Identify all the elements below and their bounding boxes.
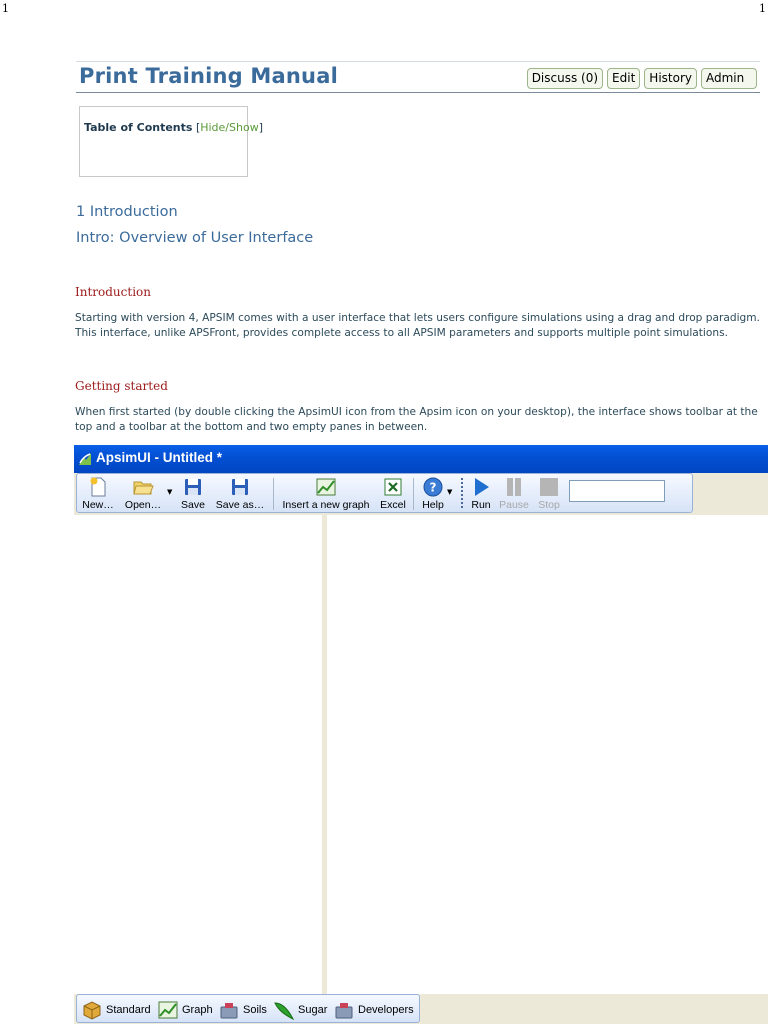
toolbox-icon xyxy=(218,999,240,1021)
help-icon xyxy=(422,476,444,498)
excel-icon xyxy=(382,476,404,498)
graph-toolbox-button[interactable] xyxy=(157,999,213,1021)
open-button[interactable] xyxy=(121,475,165,511)
save-as-label: Save as… xyxy=(215,499,265,511)
soils-toolbox-button[interactable] xyxy=(218,999,267,1021)
window-title: ApsimUI - Untitled * xyxy=(96,450,223,465)
save-label: Save xyxy=(181,499,205,511)
excel-button[interactable] xyxy=(377,475,409,511)
help-dropdown-arrow-icon[interactable]: ▼ xyxy=(447,488,453,496)
new-file-icon xyxy=(87,476,109,498)
section-heading: 1 Introduction xyxy=(76,204,178,220)
stop-label: Stop xyxy=(538,499,560,511)
toc-bracket-open: [ xyxy=(195,121,201,134)
stop-icon xyxy=(538,476,560,498)
save-as-icon xyxy=(229,476,251,498)
getting-started-heading: Getting started xyxy=(75,379,168,393)
new-label: New… xyxy=(82,499,114,511)
toolbar-separator xyxy=(413,478,414,510)
developers-label: Developers xyxy=(358,1004,414,1016)
toolbar-separator xyxy=(273,478,274,510)
open-label: Open… xyxy=(124,499,162,511)
subsection-heading: Intro: Overview of User Interface xyxy=(76,230,314,246)
page-header xyxy=(76,61,760,93)
page-title: Print Training Manual xyxy=(79,64,338,88)
new-button[interactable] xyxy=(80,475,116,511)
edit-button[interactable]: Edit xyxy=(607,68,640,89)
table-of-contents xyxy=(79,106,263,177)
toc-title: Table of Contents xyxy=(84,121,193,134)
apsim-app-icon xyxy=(77,451,93,467)
sugarcane-leaf-icon xyxy=(273,999,295,1021)
graph-icon xyxy=(157,999,179,1021)
standard-toolbox-button[interactable] xyxy=(81,999,151,1021)
introduction-paragraph: Starting with version 4, APSIM comes with a user interface that lets users configure simulations using a drag and drop paradigm. This interface, unlike APSFront, provides complete access to all APSIM parameters and supports multiple point simulations. xyxy=(75,312,760,339)
excel-label: Excel xyxy=(380,499,406,511)
bottom-toolbar xyxy=(76,994,420,1023)
graph-icon xyxy=(315,476,337,498)
apsimui-window xyxy=(74,445,768,1024)
discuss-button[interactable]: Discuss (0) xyxy=(527,68,603,89)
open-folder-icon xyxy=(132,476,154,498)
getting-started-paragraph: When first started (by double clicking the ApsimUI icon from the Apsim icon on your desktop), the interface shows toolbar at the top and a toolbar at the bottom and two empty panes in between. xyxy=(75,406,758,433)
box-icon xyxy=(81,999,103,1021)
toolbar-text-input[interactable] xyxy=(569,480,665,502)
stop-button[interactable] xyxy=(535,475,563,511)
main-toolbar xyxy=(76,473,693,513)
play-icon xyxy=(470,476,492,498)
page-number-right: 1 xyxy=(759,2,766,15)
page-number-left: 1 xyxy=(2,2,9,15)
insert-graph-label: Insert a new graph xyxy=(282,499,370,511)
introduction-heading: Introduction xyxy=(75,285,151,299)
sugar-label: Sugar xyxy=(298,1004,328,1016)
insert-graph-button[interactable] xyxy=(279,475,373,511)
graph-label: Graph xyxy=(182,1004,213,1016)
history-button[interactable]: History xyxy=(644,68,697,89)
help-label: Help xyxy=(422,499,444,511)
toolbox-icon xyxy=(333,999,355,1021)
save-button[interactable] xyxy=(177,475,209,511)
right-pane[interactable] xyxy=(327,515,768,994)
toc-toggle-link[interactable]: Hide/Show xyxy=(200,121,259,134)
page-actions xyxy=(527,68,757,89)
toolbar-grip[interactable] xyxy=(461,478,463,510)
floppy-disk-icon xyxy=(182,476,204,498)
left-pane[interactable] xyxy=(74,515,322,994)
sugar-toolbox-button[interactable] xyxy=(273,999,327,1021)
open-dropdown-arrow-icon[interactable]: ▼ xyxy=(167,488,173,496)
admin-button[interactable]: Admin xyxy=(701,68,757,89)
window-titlebar xyxy=(74,445,768,473)
soils-label: Soils xyxy=(243,1004,267,1016)
run-button[interactable] xyxy=(468,475,494,511)
pause-label: Pause xyxy=(499,499,529,511)
standard-label: Standard xyxy=(106,1004,151,1016)
pause-icon xyxy=(503,476,525,498)
help-button[interactable] xyxy=(418,475,448,511)
run-label: Run xyxy=(471,499,491,511)
pause-button[interactable] xyxy=(498,475,530,511)
svg-text:?: ? xyxy=(429,480,437,495)
save-as-button[interactable] xyxy=(213,475,267,511)
toc-bracket-close: ] xyxy=(258,121,263,134)
developers-toolbox-button[interactable] xyxy=(333,999,414,1021)
